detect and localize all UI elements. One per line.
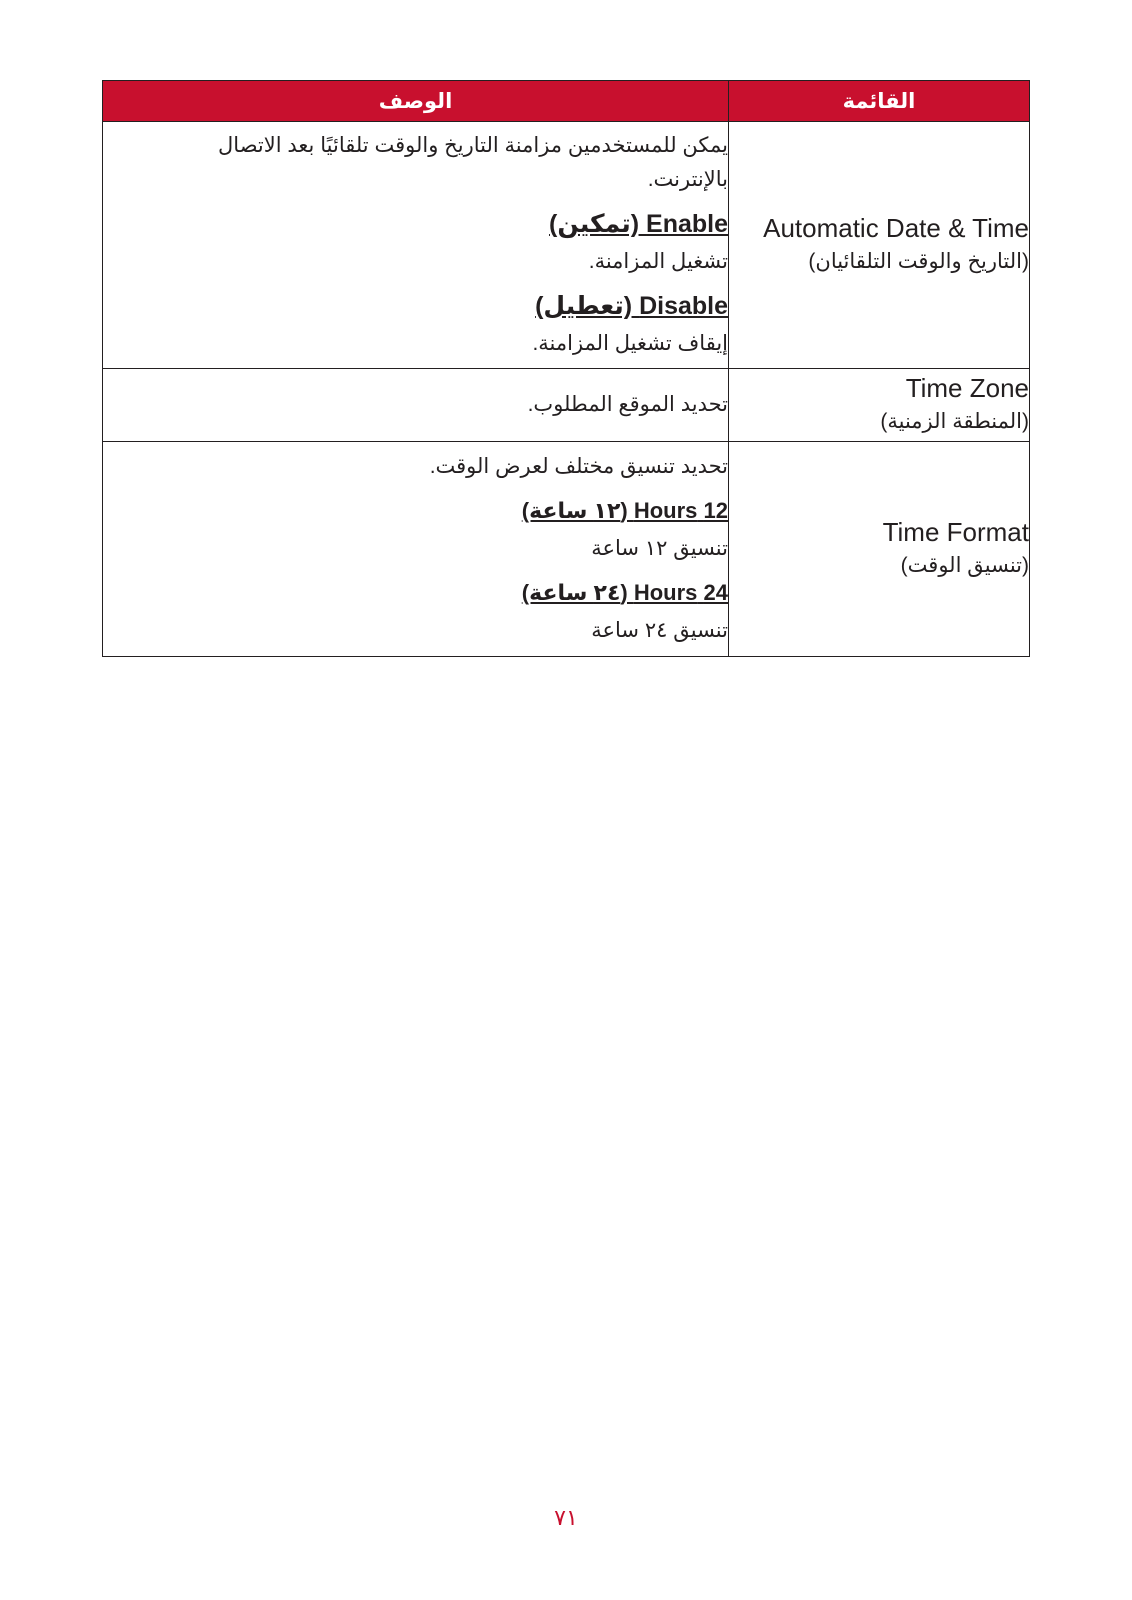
description-cell xyxy=(103,122,729,369)
page-number: ٧١ xyxy=(554,1505,578,1530)
header-description: الوصف xyxy=(103,81,729,122)
description-line: تحديد الموقع المطلوب. xyxy=(527,393,728,416)
description-line: تحديد تنسيق مختلف لعرض الوقت. xyxy=(429,455,728,478)
table-header-row xyxy=(103,81,1030,122)
menu-name-en: Time Format xyxy=(882,517,1029,547)
menu-name-ar: (التاريخ والوقت التلقائيان) xyxy=(808,250,1029,273)
table-row xyxy=(103,122,1030,369)
header-menu: القائمة xyxy=(729,81,1030,122)
description-line: يمكن للمستخدمين مزامنة التاريخ والوقت تلقائيًا بعد الاتصال xyxy=(218,134,728,157)
menu-name-ar: (المنطقة الزمنية) xyxy=(880,410,1029,433)
description-line: بالإنترنت. xyxy=(647,168,728,191)
option-label: 24 Hours (٢٤ ساعة) xyxy=(521,580,728,605)
menu-cell xyxy=(729,442,1030,657)
settings-table xyxy=(102,80,1030,657)
option-label: Enable (تمكين) xyxy=(549,210,728,238)
option-text: تشغيل المزامنة. xyxy=(588,250,728,273)
option-text: تنسيق ١٢ ساعة xyxy=(591,537,728,560)
option-text: إيقاف تشغيل المزامنة. xyxy=(532,332,728,355)
menu-name-ar: (تنسيق الوقت) xyxy=(900,554,1029,577)
menu-cell xyxy=(729,369,1030,442)
option-text: تنسيق ٢٤ ساعة xyxy=(591,619,728,642)
menu-name-en: Time Zone xyxy=(905,373,1029,403)
table-row xyxy=(103,442,1030,657)
menu-name-en: Automatic Date & Time xyxy=(763,213,1029,243)
description-cell xyxy=(103,369,729,442)
option-label: 12 Hours (١٢ ساعة) xyxy=(521,498,728,523)
menu-cell xyxy=(729,122,1030,369)
description-cell xyxy=(103,442,729,657)
table-row xyxy=(103,369,1030,442)
option-label: Disable (تعطيل) xyxy=(535,292,728,320)
